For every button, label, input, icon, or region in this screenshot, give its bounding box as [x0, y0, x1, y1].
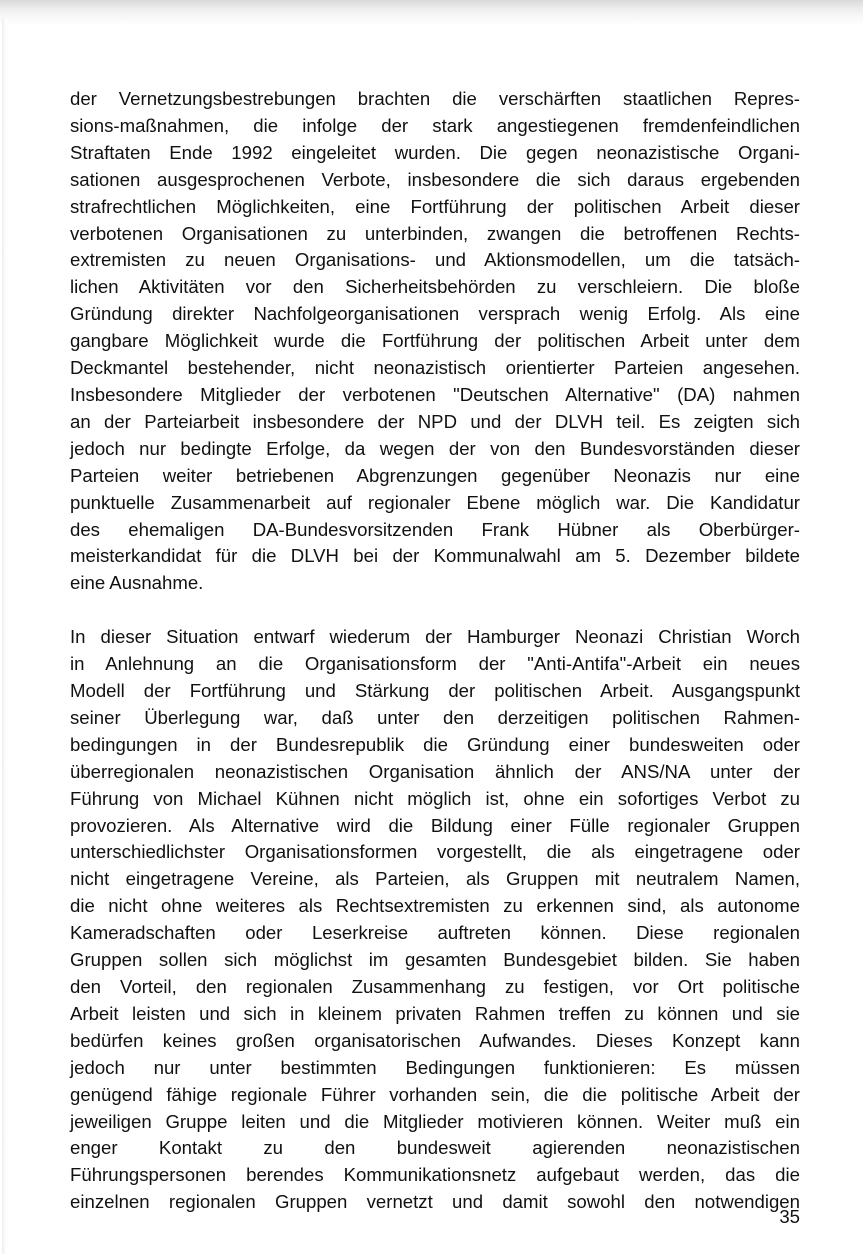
text-line: an der Parteiarbeit insbesondere der NPD und der DLVH teil. Es zeigten sich — [70, 410, 800, 432]
text-line: punktuelle Zusammenarbeit auf regionaler Ebene möglich war. Die Kandidatur — [70, 491, 800, 513]
text-line: In dieser Situation entwarf wiederum der Hamburger Neonazi Christian Worch — [70, 626, 800, 648]
text-line: verbotenen Organisationen zu unterbinden, zwangen die betroffenen Rechts- — [70, 222, 800, 244]
text-line: nicht eingetragene Vereine, als Parteien, als Gruppen mit neutralem Namen, — [70, 868, 800, 890]
text-line: Modell der Fortführung und Stärkung der politischen Arbeit. Ausgangspunkt — [70, 680, 800, 702]
text-line: Führung von Michael Kühnen nicht möglich ist, ohne ein sofortiges Verbot zu — [70, 787, 800, 809]
text-line: bedingungen in der Bundesrepublik die Gründung einer bundesweiten oder — [70, 733, 800, 755]
text-line: Straftaten Ende 1992 eingeleitet wurden. Die gegen neonazistische Organi- — [70, 141, 800, 163]
text-line: Insbesondere Mitglieder der verbotenen "Deutschen Alternative" (DA) nahmen — [70, 383, 800, 405]
text-line: einzelnen regionalen Gruppen vernetzt und damit sowohl den notwendigen — [70, 1191, 800, 1213]
text-line: Führungspersonen berendes Kommunikationsnetz aufgebaut werden, das die — [70, 1164, 800, 1186]
text-line: jedoch nur bedingte Erfolge, da wegen der von den Bundesvorständen dieser — [70, 437, 800, 459]
text-line: enger Kontakt zu den bundesweit agierenden neonazistischen — [70, 1137, 800, 1159]
scan-top-edge — [0, 0, 863, 26]
text-line: sationen ausgesprochenen Verbote, insbesondere die sich daraus ergebenden — [70, 168, 800, 190]
text-line: der Vernetzungsbestrebungen brachten die verschärften staatlichen Repres- — [70, 88, 800, 109]
text-line: eine Ausnahme. — [70, 572, 204, 594]
text-line: seiner Überlegung war, daß unter den derzeitigen politischen Rahmen- — [70, 706, 800, 728]
page-number: 35 — [779, 1206, 800, 1227]
paragraph-1 — [70, 86, 800, 597]
text-line: extremisten zu neuen Organisations- und Aktionsmodellen, um die tatsäch- — [70, 249, 800, 271]
text-line: meisterkandidat für die DLVH bei der Kommunalwahl am 5. Dezember bildete — [70, 545, 800, 567]
text-line: jeweiligen Gruppe leiten und die Mitglieder motivieren können. Weiter muß ein — [70, 1110, 800, 1132]
paragraph-gap — [70, 597, 800, 624]
text-line: genügend fähige regionale Führer vorhanden sein, die die politische Arbeit der — [70, 1083, 800, 1105]
scan-left-edge — [2, 18, 6, 1254]
text-line: strafrechtlichen Möglichkeiten, eine Fortführung der politischen Arbeit dieser — [70, 195, 800, 217]
text-line: unterschiedlichster Organisationsformen vorgestellt, die als eingetragene oder — [70, 841, 800, 863]
text-line: Gruppen sollen sich möglichst im gesamten Bundesgebiet bilden. Sie haben — [70, 949, 800, 971]
text-line: sions-maßnahmen, die infolge der stark angestiegenen fremdenfeindlichen — [70, 114, 800, 136]
text-line: überregionalen neonazistischen Organisation ähnlich der ANS/NA unter der — [70, 760, 800, 782]
text-line: Deckmantel bestehender, nicht neonazistisch orientierter Parteien angesehen. — [70, 357, 800, 379]
text-line: die nicht ohne weiteres als Rechtsextremisten zu erkennen sind, als autonome — [70, 895, 800, 917]
text-line: Parteien weiter betriebenen Abgrenzungen gegenüber Neonazis nur eine — [70, 464, 800, 486]
text-line: Arbeit leisten und sich in kleinem privaten Rahmen treffen zu können und sie — [70, 1002, 800, 1024]
text-line: den Vorteil, den regionalen Zusammenhang zu festigen, vor Ort politische — [70, 976, 800, 997]
text-line: des ehemaligen DA-Bundesvorsitzenden Frank Hübner als Oberbürger- — [70, 518, 800, 540]
text-line: in Anlehnung an die Organisationsform der "Anti-Antifa"-Arbeit ein neues — [70, 653, 800, 675]
text-line: lichen Aktivitäten vor den Sicherheitsbehörden zu verschleiern. Die bloße — [70, 276, 800, 298]
paragraph-2 — [70, 624, 800, 1216]
text-line: Gründung direkter Nachfolgeorganisationen versprach wenig Erfolg. Als eine — [70, 303, 800, 325]
text-line: jedoch nur unter bestimmten Bedingungen funktionieren: Es müssen — [70, 1056, 800, 1078]
text-line: gangbare Möglichkeit wurde die Fortführung der politischen Arbeit unter dem — [70, 330, 800, 352]
text-line: provozieren. Als Alternative wird die Bildung einer Fülle regionaler Gruppen — [70, 814, 800, 836]
page-body — [70, 86, 800, 1216]
text-line: bedürfen keines großen organisatorischen Aufwandes. Dieses Konzept kann — [70, 1029, 800, 1051]
text-line: Kameradschaften oder Leserkreise auftreten können. Diese regionalen — [70, 922, 800, 944]
